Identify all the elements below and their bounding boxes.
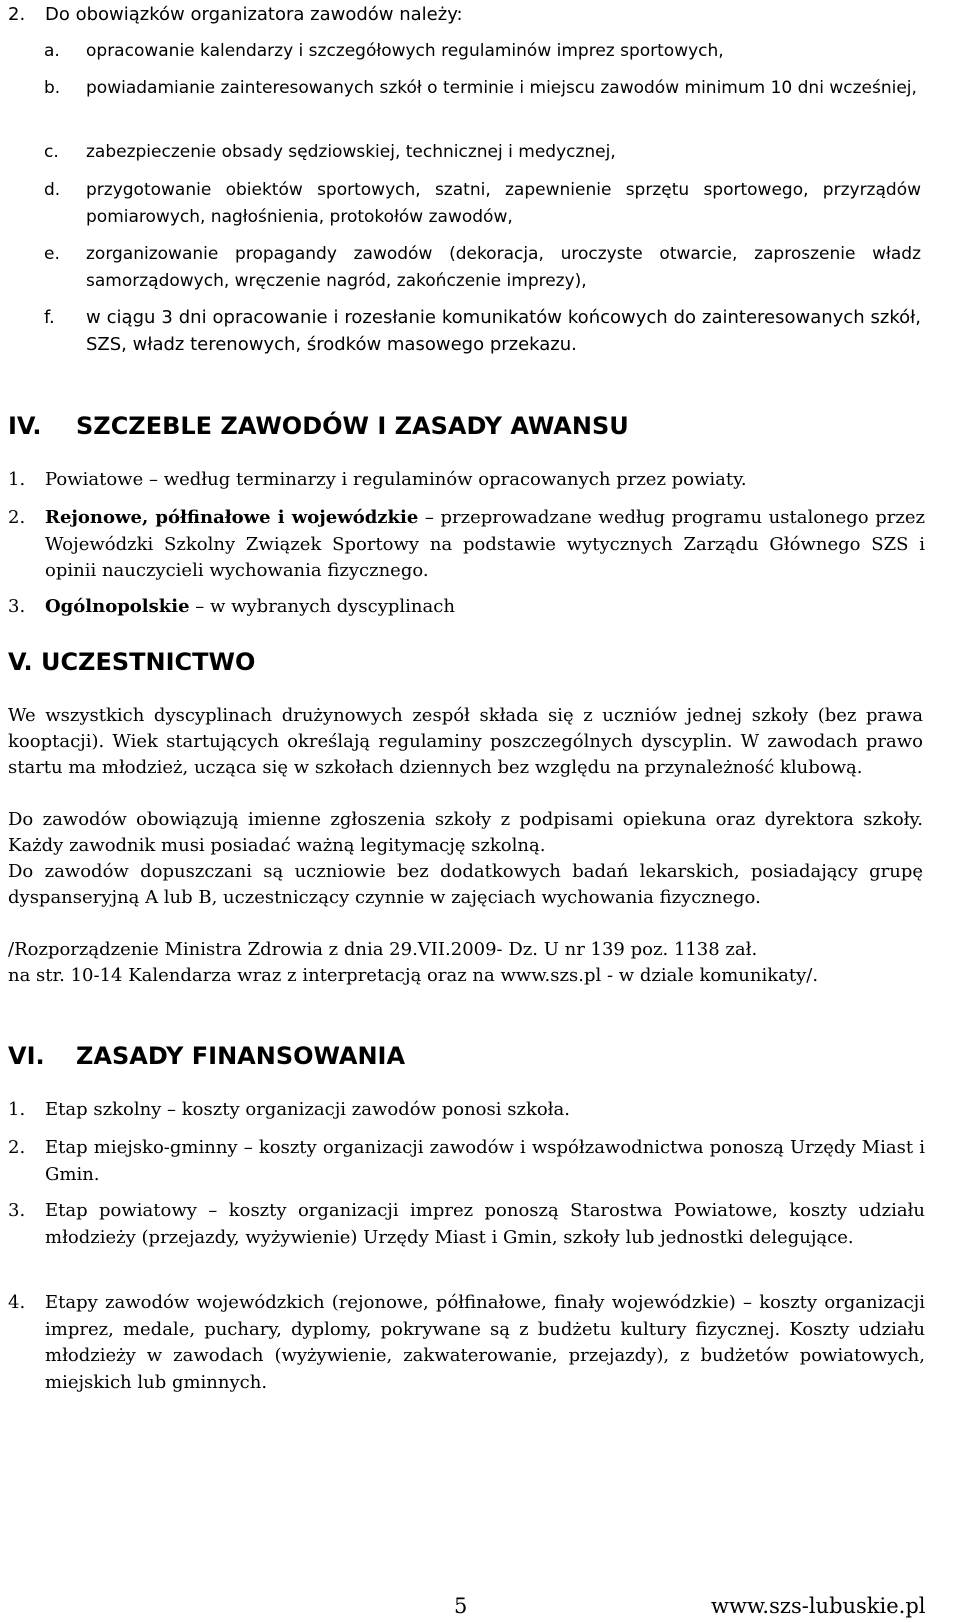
item-text: przygotowanie obiektów sportowych, szatni, zapewnienie sprzętu sportowego, przyrządów pomiarowych, nagłośnienia, protokołów zawodów, [86, 180, 921, 227]
item-number: 2. [8, 1137, 26, 1158]
item-text: – w wybranych dyscyplinach [189, 596, 455, 617]
item-number: 3. [8, 1200, 26, 1221]
heading-number: VI. [8, 1042, 45, 1070]
page-number: 5 [454, 1594, 468, 1618]
item-text: Do obowiązków organizatora zawodów należy: [45, 4, 463, 25]
sec4-item-1 [8, 467, 925, 494]
list-item-b [8, 75, 921, 102]
section-2-intro [8, 2, 960, 29]
item-letter: b. [44, 78, 61, 98]
item-text: opracowanie kalendarzy i szczegółowych regulaminów imprez sportowych, [86, 41, 724, 61]
item-letter: e. [44, 244, 60, 264]
sec6-item-3 [8, 1198, 925, 1251]
sec4-item-3 [8, 594, 925, 621]
list-item-c [8, 139, 921, 166]
item-letter: c. [44, 142, 59, 162]
item-text: – przeprowadzane według programu ustalonego przez Wojewódzki Szkolny Związek Sportowy na podstawie wytycznych Zarządu Głównego SZS i opinii nauczycieli wychowania fizycznego. [45, 507, 925, 581]
item-text: Powiatowe – według terminarzy i regulaminów opracowanych przez powiaty. [45, 469, 747, 490]
list-item-f [8, 305, 921, 358]
item-text: powiadamianie zainteresowanych szkół o terminie i miejscu zawodów minimum 10 dni wcześniej, [86, 78, 917, 98]
section-heading-v: V. UCZESTNICTWO [8, 648, 256, 676]
item-bold-text: Rejonowe, półfinałowe i wojewódzkie [45, 507, 419, 528]
section-heading-vi [8, 1041, 960, 1071]
item-letter: a. [44, 41, 60, 61]
item-number: 3. [8, 596, 26, 617]
list-item-a [8, 38, 921, 65]
sec5-paragraph-4a: /Rozporządzenie Ministra Zdrowia z dnia 29.VII.2009- Dz. U nr 139 poz. 1138 zał. [8, 939, 758, 960]
item-text: Etapy zawodów wojewódzkich (rejonowe, półfinałowe, finały wojewódzkie) – koszty organizacji imprez, medale, puchary, dyplomy, pokrywane są z budżetu kultury fizycznej. Koszty udziału młodzieży w zawodach (wyżywienie, zakwaterowanie, przejazdy), z budżetów powiatowych, miejskich lub gminnych. [45, 1292, 925, 1393]
item-number: 2. [8, 4, 26, 25]
heading-title: ZASADY FINANSOWANIA [76, 1042, 406, 1070]
heading-title: SZCZEBLE ZAWODÓW I ZASADY AWANSU [76, 412, 629, 440]
sec5-paragraph-1: We wszystkich dyscyplinach drużynowych zespół składa się z uczniów jednej szkoły (bez prawa kooptacji). Wiek startujących określają regulaminy poszczególnych dyscyplin. W zawodach prawo startu ma młodzież, ucząca się w szkołach dziennych bez względu na przynależność klubową. [8, 705, 923, 778]
item-bold-text: Ogólnopolskie [45, 596, 190, 617]
footer-url[interactable]: www.szs-lubuskie.pl [711, 1594, 926, 1618]
item-letter: f. [44, 307, 55, 328]
list-item-e [8, 241, 921, 294]
sec6-item-1 [8, 1097, 925, 1124]
item-letter: d. [44, 180, 61, 200]
item-text: w ciągu 3 dni opracowanie i rozesłanie komunikatów końcowych do zainteresowanych szkół, SZS, władz terenowych, środków masowego przekazu. [86, 307, 921, 355]
item-text: zabezpieczenie obsady sędziowskiej, technicznej i medycznej, [86, 142, 616, 162]
section-heading-iv [8, 411, 960, 441]
sec5-paragraph-4b: na str. 10-14 Kalendarza wraz z interpretacją oraz na www.szs.pl - w dziale komunikaty/. [8, 965, 819, 986]
sec5-paragraph-2: Do zawodów obowiązują imienne zgłoszenia szkoły z podpisami opiekuna oraz dyrektora szkoły. Każdy zawodnik musi posiadać ważną legitymację szkolną. [8, 809, 923, 856]
item-text: zorganizowanie propagandy zawodów (dekoracja, uroczyste otwarcie, zaproszenie władz samorządowych, wręczenie nagród, zakończenie imprezy), [86, 244, 921, 291]
item-text: Etap powiatowy – koszty organizacji imprez ponoszą Starostwa Powiatowe, koszty udziału młodzieży (przejazdy, wyżywienie) Urzędy Miast i Gmin, szkoły lub jednostki delegujące. [45, 1200, 925, 1248]
item-number: 2. [8, 507, 26, 528]
heading-number: IV. [8, 412, 42, 440]
sec4-item-2 [8, 505, 925, 585]
list-item-d [8, 177, 921, 230]
item-number: 4. [8, 1292, 26, 1313]
item-text: Etap szkolny – koszty organizacji zawodów ponosi szkoła. [45, 1099, 570, 1120]
item-text: Etap miejsko-gminny – koszty organizacji zawodów i współzawodnictwa ponoszą Urzędy Miast i Gmin. [45, 1137, 925, 1185]
item-number: 1. [8, 469, 26, 490]
sec6-item-2 [8, 1135, 925, 1188]
sec6-item-4 [8, 1290, 925, 1396]
sec5-paragraph-3: Do zawodów dopuszczani są uczniowie bez dodatkowych badań lekarskich, posiadający grupę dyspanseryjną A lub B, uczestniczący czynnie w zajęciach wychowania fizycznego. [8, 861, 923, 908]
item-number: 1. [8, 1099, 26, 1120]
